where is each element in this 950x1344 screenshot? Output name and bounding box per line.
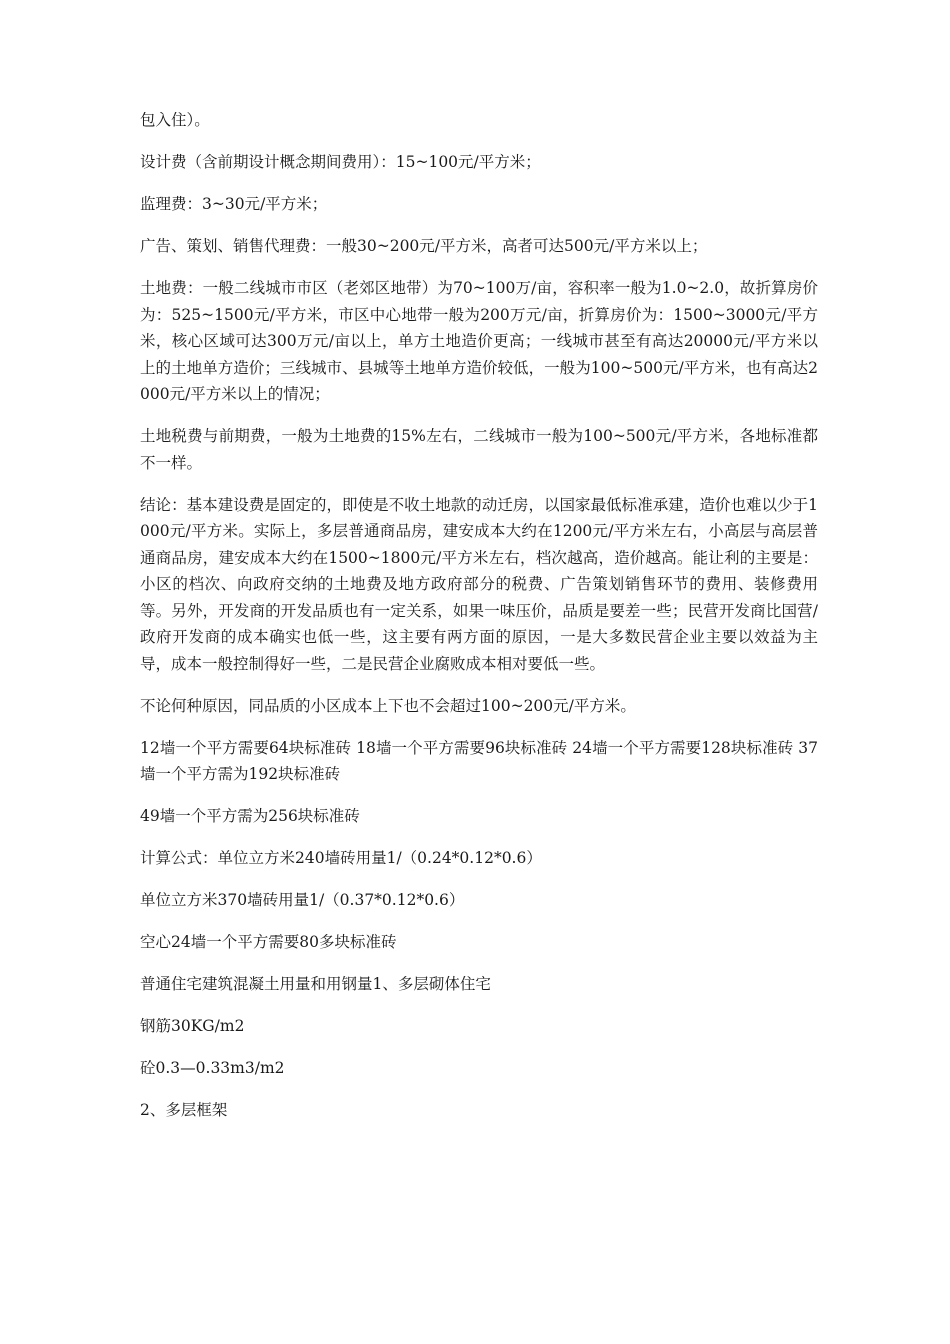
paragraph-move-in-note: 包入住）。 xyxy=(140,111,210,129)
paragraph-hollow-brick: 空心24墙一个平方需要80多块标准砖 xyxy=(140,933,397,951)
paragraph-concrete-steel-heading: 普通住宅建筑混凝土用量和用钢量1、多层砌体住宅 xyxy=(140,975,491,993)
document-body xyxy=(140,107,818,1139)
paragraph-steel: 钢筋30KG/m2 xyxy=(140,1017,245,1035)
paragraph-brick-49: 49墙一个平方需为256块标准砖 xyxy=(140,807,360,825)
paragraph-concrete: 砼0.3—0.33m3/m2 xyxy=(140,1059,285,1077)
paragraph-brick-count: 12墙一个平方需要64块标准砖 18墙一个平方需要96块标准砖 24墙一个平方需要128块标准砖 37墙一个平方需为192块标准砖 xyxy=(140,738,818,783)
paragraph-formula-370: 单位立方米370墙砖用量1/（0.37*0.12*0.6） xyxy=(140,891,465,909)
paragraph-supervision-fee: 监理费：3~30元/平方米； xyxy=(140,195,328,213)
paragraph-conclusion: 结论：基本建设费是固定的，即使是不收土地款的动迁房，以国家最低标准承建，造价也难以少于1000元/平方米。实际上，多层普通商品房，建安成本大约在1200元/平方米左右，小高层与高层普通商品房，建安成本大约在1500~1800元/平方米左右，档次越高，造价越高。能让利的主要是：小区的档次、向政府交纳的土地费及地方政府部分的税费、广告策划销售环节的费用、装修费用等。另外，开发商的开发品质也有一定关系，如果一味压价，品质是要差一些；民营开发商比国营/政府开发商的成本确实也低一些，这主要有两方面的原因，一是大多数民营企业主要以效益为主导，成本一般控制得好一些，二是民营企业腐败成本相对要低一些。 xyxy=(140,495,818,673)
paragraph-cost-range: 不论何种原因，同品质的小区成本上下也不会超过100~200元/平方米。 xyxy=(140,696,636,715)
paragraph-frame-heading: 2、多层框架 xyxy=(140,1101,228,1119)
paragraph-formula-240: 计算公式：单位立方米240墙砖用量1/（0.24*0.12*0.6） xyxy=(140,849,542,867)
paragraph-land-tax: 土地税费与前期费，一般为土地费的15%左右，二线城市一般为100~500元/平方米，各地标准都不一样。 xyxy=(140,427,818,472)
paragraph-land-fee: 土地费：一般二线城市市区（老郊区地带）为70~100万/亩，容积率一般为1.0~2.0，故折算房价为：525~1500元/平方米，市区中心地带一般为200万元/亩，折算房价为：1500~3000元/平方米，核心区域可达300万元/亩以上，单方土地造价更高；一线城市甚至有高达20000元/平方米以上的土地单方造价；三线城市、县城等土地单方造价较低，一般为100~500元/平方米，也有高达2000元/平方米以上的情况； xyxy=(140,279,818,403)
paragraph-marketing-fee: 广告、策划、销售代理费：一般30~200元/平方米，高者可达500元/平方米以上； xyxy=(140,237,708,255)
paragraph-design-fee: 设计费（含前期设计概念期间费用）：15~100元/平方米； xyxy=(140,153,541,171)
